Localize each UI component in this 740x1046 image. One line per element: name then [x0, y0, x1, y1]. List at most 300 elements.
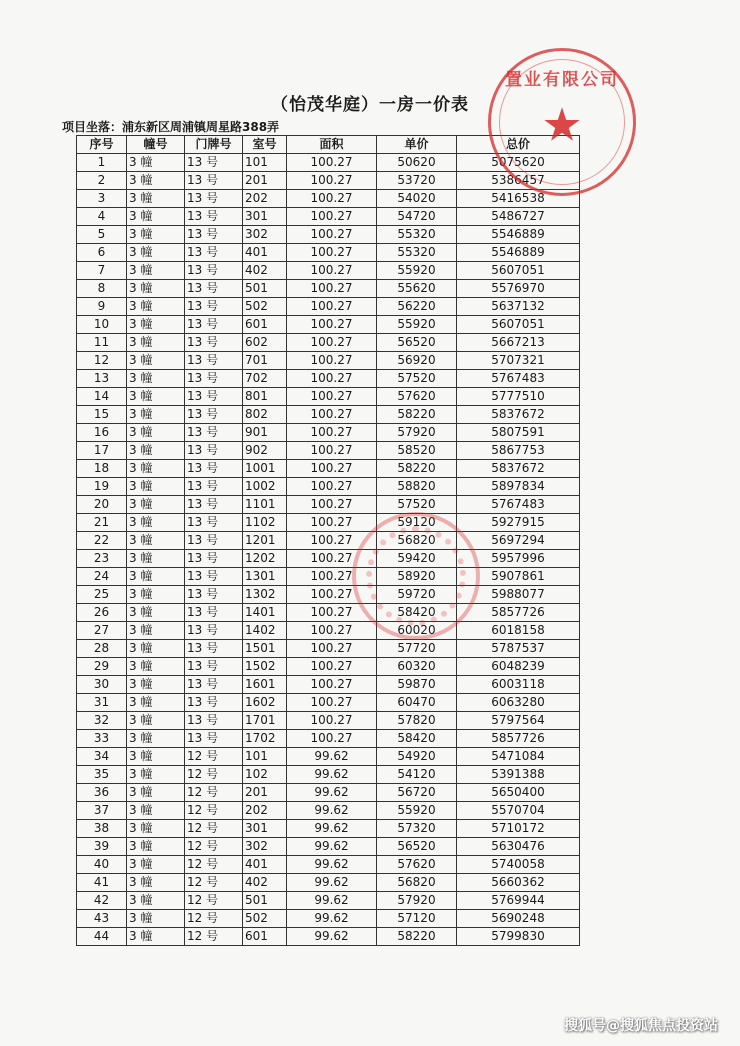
- cell-unit-price: 57920: [377, 424, 457, 442]
- cell-unit-price: 58520: [377, 442, 457, 460]
- cell-unit-price: 60320: [377, 658, 457, 676]
- cell-room: 101: [243, 154, 287, 172]
- cell-no: 31: [77, 694, 127, 712]
- cell-no: 6: [77, 244, 127, 262]
- cell-total-price: 5857726: [457, 604, 580, 622]
- cell-total-price: 5740058: [457, 856, 580, 874]
- cell-no: 41: [77, 874, 127, 892]
- cell-unit-price: 50620: [377, 154, 457, 172]
- cell-total-price: 5471084: [457, 748, 580, 766]
- cell-building: 3 幢: [127, 568, 185, 586]
- cell-area: 99.62: [287, 856, 377, 874]
- document-title: （怡茂华庭）一房一价表: [271, 95, 469, 115]
- table-row: [77, 388, 580, 406]
- cell-building: 3 幢: [127, 226, 185, 244]
- cell-building: 3 幢: [127, 334, 185, 352]
- cell-building: 3 幢: [127, 352, 185, 370]
- cell-room: 101: [243, 748, 287, 766]
- cell-area: 100.27: [287, 172, 377, 190]
- cell-no: 17: [77, 442, 127, 460]
- cell-no: 38: [77, 820, 127, 838]
- cell-door: 12 号: [185, 910, 243, 928]
- cell-total-price: 5660362: [457, 874, 580, 892]
- cell-total-price: 5787537: [457, 640, 580, 658]
- cell-door: 12 号: [185, 838, 243, 856]
- cell-no: 3: [77, 190, 127, 208]
- cell-unit-price: 60020: [377, 622, 457, 640]
- cell-unit-price: 58420: [377, 604, 457, 622]
- cell-building: 3 幢: [127, 784, 185, 802]
- cell-building: 3 幢: [127, 298, 185, 316]
- cell-door: 13 号: [185, 712, 243, 730]
- cell-room: 202: [243, 802, 287, 820]
- cell-no: 28: [77, 640, 127, 658]
- cell-door: 13 号: [185, 334, 243, 352]
- cell-building: 3 幢: [127, 244, 185, 262]
- table-row: [77, 856, 580, 874]
- cell-unit-price: 57620: [377, 856, 457, 874]
- cell-total-price: 5546889: [457, 226, 580, 244]
- table-row: [77, 154, 580, 172]
- cell-unit-price: 54720: [377, 208, 457, 226]
- cell-building: 3 幢: [127, 676, 185, 694]
- cell-unit-price: 57820: [377, 712, 457, 730]
- cell-room: 201: [243, 172, 287, 190]
- cell-area: 100.27: [287, 712, 377, 730]
- cell-door: 12 号: [185, 928, 243, 946]
- cell-area: 100.27: [287, 298, 377, 316]
- cell-area: 99.62: [287, 766, 377, 784]
- table-row: [77, 622, 580, 640]
- cell-unit-price: 58220: [377, 460, 457, 478]
- cell-no: 12: [77, 352, 127, 370]
- cell-room: 502: [243, 298, 287, 316]
- cell-area: 100.27: [287, 244, 377, 262]
- cell-no: 30: [77, 676, 127, 694]
- cell-no: 27: [77, 622, 127, 640]
- cell-total-price: 6018158: [457, 622, 580, 640]
- cell-total-price: 5576970: [457, 280, 580, 298]
- cell-building: 3 幢: [127, 478, 185, 496]
- cell-room: 1202: [243, 550, 287, 568]
- table-row: [77, 694, 580, 712]
- cell-building: 3 幢: [127, 802, 185, 820]
- cell-door: 13 号: [185, 514, 243, 532]
- table-row: [77, 586, 580, 604]
- cell-total-price: 5630476: [457, 838, 580, 856]
- cell-building: 3 幢: [127, 280, 185, 298]
- cell-unit-price: 59120: [377, 514, 457, 532]
- cell-building: 3 幢: [127, 928, 185, 946]
- cell-room: 201: [243, 784, 287, 802]
- cell-total-price: 5710172: [457, 820, 580, 838]
- cell-door: 12 号: [185, 802, 243, 820]
- cell-unit-price: 54920: [377, 748, 457, 766]
- cell-no: 2: [77, 172, 127, 190]
- cell-door: 13 号: [185, 658, 243, 676]
- cell-total-price: 5797564: [457, 712, 580, 730]
- cell-unit-price: 57520: [377, 496, 457, 514]
- cell-room: 1302: [243, 586, 287, 604]
- cell-area: 100.27: [287, 694, 377, 712]
- table-header-row: [77, 136, 580, 154]
- cell-room: 402: [243, 874, 287, 892]
- cell-no: 7: [77, 262, 127, 280]
- cell-room: 401: [243, 856, 287, 874]
- cell-total-price: 5607051: [457, 316, 580, 334]
- cell-room: 701: [243, 352, 287, 370]
- cell-unit-price: 55920: [377, 316, 457, 334]
- cell-building: 3 幢: [127, 604, 185, 622]
- cell-total-price: 5777510: [457, 388, 580, 406]
- cell-building: 3 幢: [127, 406, 185, 424]
- cell-no: 25: [77, 586, 127, 604]
- cell-no: 13: [77, 370, 127, 388]
- cell-no: 11: [77, 334, 127, 352]
- table-row: [77, 352, 580, 370]
- cell-total-price: 6048239: [457, 658, 580, 676]
- cell-door: 13 号: [185, 496, 243, 514]
- cell-room: 402: [243, 262, 287, 280]
- cell-area: 100.27: [287, 586, 377, 604]
- cell-unit-price: 55920: [377, 802, 457, 820]
- cell-area: 100.27: [287, 388, 377, 406]
- cell-door: 12 号: [185, 820, 243, 838]
- cell-no: 24: [77, 568, 127, 586]
- cell-room: 1101: [243, 496, 287, 514]
- cell-unit-price: 59870: [377, 676, 457, 694]
- cell-no: 39: [77, 838, 127, 856]
- cell-building: 3 幢: [127, 640, 185, 658]
- cell-door: 13 号: [185, 244, 243, 262]
- table-row: [77, 910, 580, 928]
- cell-total-price: 6003118: [457, 676, 580, 694]
- cell-total-price: 6063280: [457, 694, 580, 712]
- cell-area: 99.62: [287, 928, 377, 946]
- table-row: [77, 172, 580, 190]
- cell-room: 601: [243, 928, 287, 946]
- cell-total-price: 5386457: [457, 172, 580, 190]
- cell-room: 302: [243, 838, 287, 856]
- cell-unit-price: 55320: [377, 226, 457, 244]
- cell-door: 13 号: [185, 262, 243, 280]
- cell-building: 3 幢: [127, 622, 185, 640]
- cell-area: 99.62: [287, 892, 377, 910]
- cell-unit-price: 57620: [377, 388, 457, 406]
- cell-no: 4: [77, 208, 127, 226]
- cell-unit-price: 57720: [377, 640, 457, 658]
- cell-unit-price: 55920: [377, 262, 457, 280]
- cell-building: 3 幢: [127, 496, 185, 514]
- cell-room: 801: [243, 388, 287, 406]
- cell-door: 13 号: [185, 442, 243, 460]
- cell-door: 13 号: [185, 604, 243, 622]
- cell-door: 13 号: [185, 550, 243, 568]
- cell-unit-price: 60470: [377, 694, 457, 712]
- cell-door: 13 号: [185, 298, 243, 316]
- cell-unit-price: 56520: [377, 838, 457, 856]
- cell-area: 100.27: [287, 532, 377, 550]
- cell-no: 10: [77, 316, 127, 334]
- cell-total-price: 5767483: [457, 496, 580, 514]
- cell-room: 302: [243, 226, 287, 244]
- cell-door: 12 号: [185, 748, 243, 766]
- cell-no: 29: [77, 658, 127, 676]
- cell-room: 1402: [243, 622, 287, 640]
- table-row: [77, 334, 580, 352]
- cell-unit-price: 54020: [377, 190, 457, 208]
- cell-total-price: 5707321: [457, 352, 580, 370]
- col-header-room: 室号: [243, 136, 287, 154]
- cell-room: 1702: [243, 730, 287, 748]
- cell-unit-price: 58420: [377, 730, 457, 748]
- cell-room: 1001: [243, 460, 287, 478]
- table-row: [77, 766, 580, 784]
- cell-building: 3 幢: [127, 658, 185, 676]
- cell-area: 99.62: [287, 784, 377, 802]
- cell-area: 100.27: [287, 550, 377, 568]
- cell-building: 3 幢: [127, 388, 185, 406]
- table-row: [77, 730, 580, 748]
- cell-unit-price: 56520: [377, 334, 457, 352]
- cell-door: 13 号: [185, 316, 243, 334]
- cell-area: 100.27: [287, 280, 377, 298]
- cell-no: 9: [77, 298, 127, 316]
- cell-building: 3 幢: [127, 442, 185, 460]
- cell-total-price: 5416538: [457, 190, 580, 208]
- table-row: [77, 460, 580, 478]
- cell-total-price: 5837672: [457, 460, 580, 478]
- table-row: [77, 226, 580, 244]
- cell-building: 3 幢: [127, 910, 185, 928]
- cell-unit-price: 56820: [377, 532, 457, 550]
- cell-door: 12 号: [185, 892, 243, 910]
- cell-unit-price: 57520: [377, 370, 457, 388]
- cell-unit-price: 57920: [377, 892, 457, 910]
- cell-total-price: 5897834: [457, 478, 580, 496]
- cell-no: 26: [77, 604, 127, 622]
- cell-door: 13 号: [185, 280, 243, 298]
- cell-no: 43: [77, 910, 127, 928]
- cell-building: 3 幢: [127, 874, 185, 892]
- cell-no: 14: [77, 388, 127, 406]
- price-table: [76, 135, 580, 946]
- cell-building: 3 幢: [127, 748, 185, 766]
- cell-no: 15: [77, 406, 127, 424]
- cell-door: 13 号: [185, 352, 243, 370]
- cell-total-price: 5867753: [457, 442, 580, 460]
- cell-total-price: 5769944: [457, 892, 580, 910]
- cell-room: 202: [243, 190, 287, 208]
- cell-area: 100.27: [287, 370, 377, 388]
- cell-total-price: 5546889: [457, 244, 580, 262]
- cell-area: 100.27: [287, 604, 377, 622]
- cell-building: 3 幢: [127, 460, 185, 478]
- watermark: 搜狐号@搜狐焦点投资站: [564, 1018, 718, 1034]
- cell-total-price: 5607051: [457, 262, 580, 280]
- table-row: [77, 478, 580, 496]
- cell-door: 13 号: [185, 424, 243, 442]
- cell-room: 702: [243, 370, 287, 388]
- cell-no: 1: [77, 154, 127, 172]
- cell-no: 34: [77, 748, 127, 766]
- col-header-no: 序号: [77, 136, 127, 154]
- cell-unit-price: 59720: [377, 586, 457, 604]
- cell-no: 23: [77, 550, 127, 568]
- cell-room: 502: [243, 910, 287, 928]
- cell-unit-price: 56220: [377, 298, 457, 316]
- cell-door: 13 号: [185, 208, 243, 226]
- cell-area: 100.27: [287, 352, 377, 370]
- cell-unit-price: 58220: [377, 928, 457, 946]
- cell-room: 401: [243, 244, 287, 262]
- cell-total-price: 5837672: [457, 406, 580, 424]
- cell-area: 99.62: [287, 874, 377, 892]
- cell-no: 8: [77, 280, 127, 298]
- cell-door: 13 号: [185, 532, 243, 550]
- cell-door: 13 号: [185, 370, 243, 388]
- cell-door: 13 号: [185, 694, 243, 712]
- table-row: [77, 244, 580, 262]
- table-row: [77, 496, 580, 514]
- cell-area: 100.27: [287, 622, 377, 640]
- cell-building: 3 幢: [127, 820, 185, 838]
- cell-room: 1601: [243, 676, 287, 694]
- cell-no: 22: [77, 532, 127, 550]
- col-header-unit-price: 单价: [377, 136, 457, 154]
- table-row: [77, 514, 580, 532]
- cell-unit-price: 57120: [377, 910, 457, 928]
- cell-door: 13 号: [185, 460, 243, 478]
- table-row: [77, 406, 580, 424]
- cell-no: 20: [77, 496, 127, 514]
- cell-building: 3 幢: [127, 550, 185, 568]
- cell-area: 100.27: [287, 190, 377, 208]
- cell-door: 12 号: [185, 766, 243, 784]
- cell-door: 12 号: [185, 874, 243, 892]
- cell-door: 13 号: [185, 172, 243, 190]
- cell-no: 32: [77, 712, 127, 730]
- cell-building: 3 幢: [127, 532, 185, 550]
- cell-no: 36: [77, 784, 127, 802]
- cell-area: 100.27: [287, 568, 377, 586]
- cell-no: 5: [77, 226, 127, 244]
- cell-area: 100.27: [287, 262, 377, 280]
- cell-building: 3 幢: [127, 856, 185, 874]
- cell-room: 501: [243, 280, 287, 298]
- project-location: 项目坐落：浦东新区周浦镇周星路388弄: [62, 120, 280, 134]
- cell-area: 100.27: [287, 208, 377, 226]
- cell-unit-price: 56920: [377, 352, 457, 370]
- cell-no: 33: [77, 730, 127, 748]
- cell-building: 3 幢: [127, 694, 185, 712]
- cell-unit-price: 58920: [377, 568, 457, 586]
- table-row: [77, 532, 580, 550]
- col-header-area: 面积: [287, 136, 377, 154]
- cell-no: 42: [77, 892, 127, 910]
- cell-area: 100.27: [287, 730, 377, 748]
- cell-room: 1401: [243, 604, 287, 622]
- table-row: [77, 208, 580, 226]
- cell-unit-price: 56820: [377, 874, 457, 892]
- cell-door: 13 号: [185, 478, 243, 496]
- table-row: [77, 676, 580, 694]
- table-row: [77, 190, 580, 208]
- cell-total-price: 5767483: [457, 370, 580, 388]
- cell-total-price: 5907861: [457, 568, 580, 586]
- table-row: [77, 802, 580, 820]
- cell-total-price: 5391388: [457, 766, 580, 784]
- cell-area: 100.27: [287, 676, 377, 694]
- cell-area: 100.27: [287, 334, 377, 352]
- table-row: [77, 262, 580, 280]
- cell-no: 37: [77, 802, 127, 820]
- cell-building: 3 幢: [127, 514, 185, 532]
- cell-room: 1102: [243, 514, 287, 532]
- cell-area: 99.62: [287, 838, 377, 856]
- table-row: [77, 820, 580, 838]
- cell-door: 13 号: [185, 154, 243, 172]
- cell-room: 802: [243, 406, 287, 424]
- cell-total-price: 5650400: [457, 784, 580, 802]
- cell-no: 16: [77, 424, 127, 442]
- cell-total-price: 5667213: [457, 334, 580, 352]
- cell-door: 12 号: [185, 784, 243, 802]
- cell-no: 35: [77, 766, 127, 784]
- cell-total-price: 5857726: [457, 730, 580, 748]
- cell-area: 100.27: [287, 406, 377, 424]
- cell-total-price: 5697294: [457, 532, 580, 550]
- table-row: [77, 280, 580, 298]
- cell-total-price: 5957996: [457, 550, 580, 568]
- cell-room: 601: [243, 316, 287, 334]
- table-row: [77, 298, 580, 316]
- cell-area: 100.27: [287, 154, 377, 172]
- cell-total-price: 5927915: [457, 514, 580, 532]
- cell-building: 3 幢: [127, 262, 185, 280]
- cell-door: 13 号: [185, 640, 243, 658]
- cell-area: 100.27: [287, 442, 377, 460]
- cell-building: 3 幢: [127, 892, 185, 910]
- cell-door: 13 号: [185, 730, 243, 748]
- table-row: [77, 316, 580, 334]
- cell-unit-price: 56720: [377, 784, 457, 802]
- cell-area: 100.27: [287, 640, 377, 658]
- col-header-door: 门牌号: [185, 136, 243, 154]
- cell-building: 3 幢: [127, 370, 185, 388]
- cell-building: 3 幢: [127, 424, 185, 442]
- table-row: [77, 928, 580, 946]
- cell-door: 13 号: [185, 622, 243, 640]
- cell-area: 99.62: [287, 910, 377, 928]
- cell-building: 3 幢: [127, 730, 185, 748]
- table-row: [77, 892, 580, 910]
- cell-room: 301: [243, 820, 287, 838]
- cell-unit-price: 59420: [377, 550, 457, 568]
- cell-room: 1602: [243, 694, 287, 712]
- cell-total-price: 5075620: [457, 154, 580, 172]
- cell-area: 100.27: [287, 514, 377, 532]
- table-row: [77, 784, 580, 802]
- cell-unit-price: 57320: [377, 820, 457, 838]
- cell-door: 13 号: [185, 226, 243, 244]
- cell-total-price: 5637132: [457, 298, 580, 316]
- cell-no: 19: [77, 478, 127, 496]
- table-row: [77, 568, 580, 586]
- table-row: [77, 874, 580, 892]
- table-row: [77, 370, 580, 388]
- cell-area: 100.27: [287, 226, 377, 244]
